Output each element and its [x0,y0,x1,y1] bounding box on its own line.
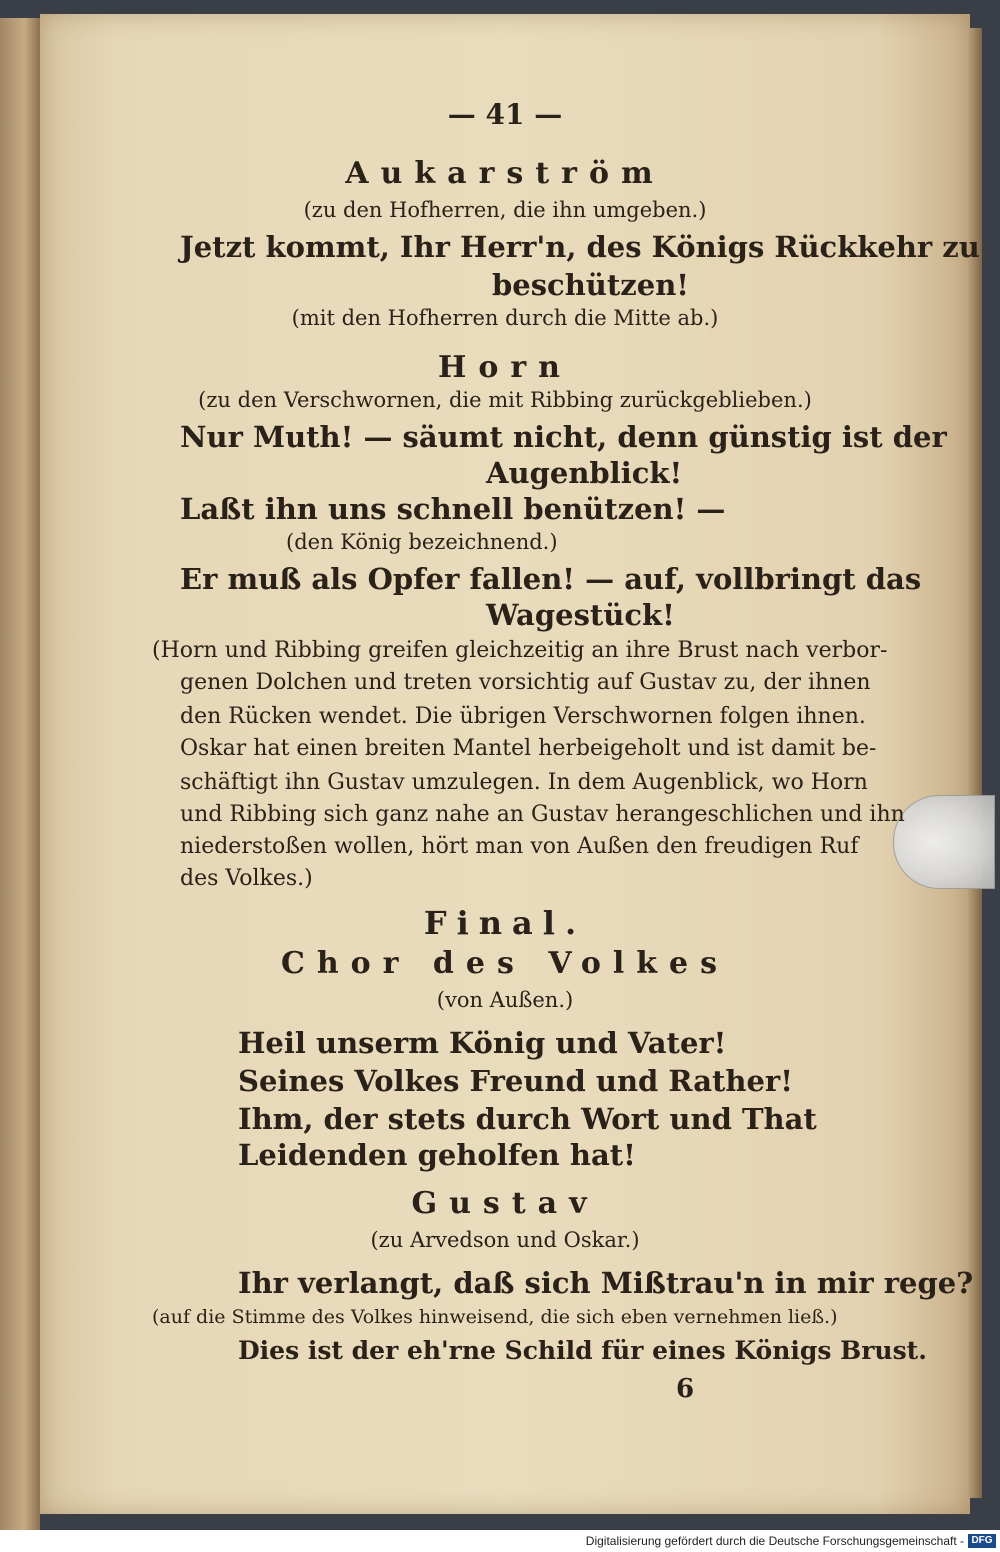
previous-page-edge [0,18,40,1530]
direction-line: des Volkes.) [180,866,313,891]
verse-line: Laßt ihn uns schnell benützen! — [180,492,726,526]
chorus-line: Ihm, der stets durch Wort und That [238,1102,817,1136]
page-text [40,14,980,1514]
funding-credit: Digitalisierung gefördert durch die Deutsche Forschungsgemeinschaft - [585,1534,964,1548]
stage-direction: (zu Arvedson und Oskar.) [370,1228,640,1252]
verse-line: Wagestück! [486,598,675,632]
direction-line: schäftigt ihn Gustav umzulegen. In dem Augenblick, wo Horn [180,770,868,795]
speaker-aukarstroem: Aukarström [345,156,665,191]
stage-direction: (zu den Verschwornen, die mit Ribbing zurückgeblieben.) [198,388,812,412]
stage-direction: (zu den Hofherren, die ihn umgeben.) [303,198,707,222]
final-heading: Final. [423,904,587,942]
speaker-horn: Horn [438,350,572,385]
direction-line: Oskar hat einen breiten Mantel herbeigeholt und ist damit be- [180,736,877,761]
direction-line: und Ribbing sich ganz nahe an Gustav herangeschlichen und ihn [180,802,905,827]
stage-direction: (von Außen.) [436,988,574,1012]
speaker-gustav: Gustav [411,1186,599,1221]
stage-direction: (auf die Stimme des Volkes hinweisend, die sich eben vernehmen ließ.) [152,1306,838,1328]
verse-line: Er muß als Opfer fallen! — auf, vollbringt das [180,562,922,596]
stage-direction: (mit den Hofherren durch die Mitte ab.) [291,306,719,330]
verse-line: beschützen! [492,268,690,302]
stage-direction: (den König bezeichnend.) [286,530,558,554]
verse-line: Dies ist der eh'rne Schild für eines Königs Brust. [238,1336,927,1365]
chorus-heading: Chor des Volkes [280,946,730,981]
signature-mark: 6 [676,1374,695,1404]
direction-line: den Rücken wendet. Die übrigen Verschwornen folgen ihnen. [180,704,866,729]
dfg-logo-icon: DFG [968,1534,996,1548]
direction-line: (Horn und Ribbing greifen gleichzeitig an ihre Brust nach verbor- [152,638,888,663]
page-number: — 41 — [447,98,563,131]
footer-bar [0,1530,1000,1552]
verse-line: Jetzt kommt, Ihr Herr'n, des Königs Rückkehr zu [180,230,980,264]
verse-line: Nur Muth! — säumt nicht, denn günstig ist der [180,420,947,454]
chorus-line: Leidenden geholfen hat! [238,1138,636,1172]
chorus-line: Heil unserm König und Vater! [238,1026,727,1060]
verse-line: Augenblick! [486,456,683,490]
direction-line: genen Dolchen und treten vorsichtig auf Gustav zu, der ihnen [180,670,871,695]
direction-line: niederstoßen wollen, hört man von Außen den freudigen Ruf [180,834,859,859]
verse-line: Ihr verlangt, daß sich Mißtrau'n in mir rege? [238,1266,974,1300]
chorus-line: Seines Volkes Freund und Rather! [238,1064,793,1098]
